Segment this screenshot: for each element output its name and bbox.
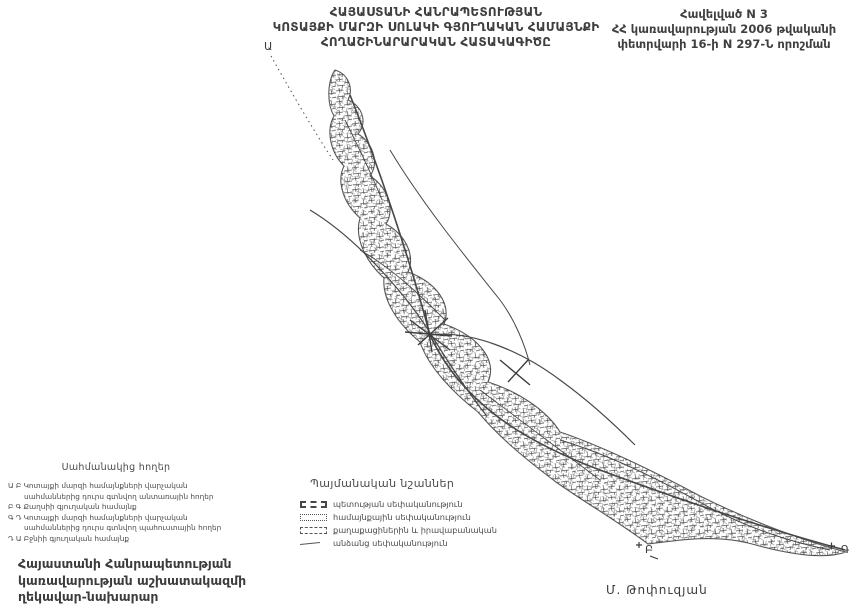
bordering-lands-line: Դ Ա Բջնիի գյուղական համայնք	[8, 533, 130, 543]
bordering-lands-title: Սահմանակից հողեր	[61, 462, 171, 473]
annex-line-1: Հավելված N 3	[680, 7, 768, 21]
bordering-lands-line: Բ Գ Քաղսիի գյուղական համայնք	[8, 502, 137, 511]
title-line-1: ՀԱՅԱՍՏԱՆԻ ՀԱՆՐԱՊԵՏՈՒԹՅԱՆ	[329, 5, 543, 19]
legend-item-private-property	[300, 525, 497, 535]
title-line-2: ԿՈՏԱՅՔԻ ՄԱՐԶԻ ՍՈԼԱԿԻ ԳՅՈՒՂԱԿԱՆ ՀԱՄԱՅՆՔԻ	[272, 20, 600, 34]
legend-item-label: համայնքային սեփականություն	[333, 512, 471, 522]
conventional-signs-title: Պայմանական նշաններ	[310, 477, 455, 490]
legend-item-label: քաղաքացիներին և իրավաբանական	[333, 525, 497, 535]
boundary-line-symbol-icon	[300, 541, 320, 544]
legend-item-label: անձանց սեփականություն	[333, 538, 448, 548]
bordering-lands-line: սահմաններից դուրս գտնվող անտառային հողեր	[24, 491, 214, 501]
boundary-marker-b: Բ	[645, 543, 654, 556]
signature-line-1: Հայաստանի Հանրապետության	[18, 556, 232, 571]
boundary-cross-icon	[636, 542, 642, 548]
title-line-3: ՀՈՂԱՇԻՆԱՐԱՐԱԿԱՆ ՀԱՏԱԿԱԳԻԾԸ	[320, 35, 552, 49]
legend-item-private-property-continued	[300, 538, 490, 548]
community-property-symbol-icon	[300, 514, 327, 521]
bordering-lands-line: սահմաններից դուրս գտնվող պահուստային հողեր	[24, 523, 222, 532]
annex-line-3: փետրվարի 16-ի N 297-Ն որոշման	[617, 37, 831, 51]
private-property-symbol-icon	[300, 527, 327, 534]
boundary-dotted-line	[271, 56, 333, 160]
state-property-symbol-icon	[300, 501, 327, 508]
signature-line-2: կառավարության աշխատակազմի	[18, 572, 247, 588]
conventional-signs-legend	[300, 477, 497, 551]
boundary-marker-a: Ա	[264, 40, 273, 53]
boundary-marker-c: Գ	[841, 543, 850, 556]
legend-item-community-property	[300, 512, 490, 522]
signatory-name: Մ. Թոփուզյան	[606, 583, 708, 597]
legend-item-state-property	[300, 499, 490, 509]
legend-item-label: պետության սեփականություն	[333, 499, 463, 509]
annex-note	[594, 7, 854, 52]
bordering-lands-line: Գ Դ Կոտայքի մարզի համայնքների վարչական	[8, 512, 188, 522]
page-title	[256, 5, 616, 50]
signature-line-3: ղեկավար-նախարար	[18, 589, 159, 604]
bordering-lands-legend	[8, 462, 223, 544]
boundary-tick-icon	[650, 556, 658, 559]
signature-block	[18, 556, 246, 606]
annex-line-2: ՀՀ կառավարության 2006 թվականի	[611, 22, 837, 36]
bordering-lands-line: Ա Բ Կոտայքի մարզի համայնքների վարչական	[8, 481, 188, 490]
